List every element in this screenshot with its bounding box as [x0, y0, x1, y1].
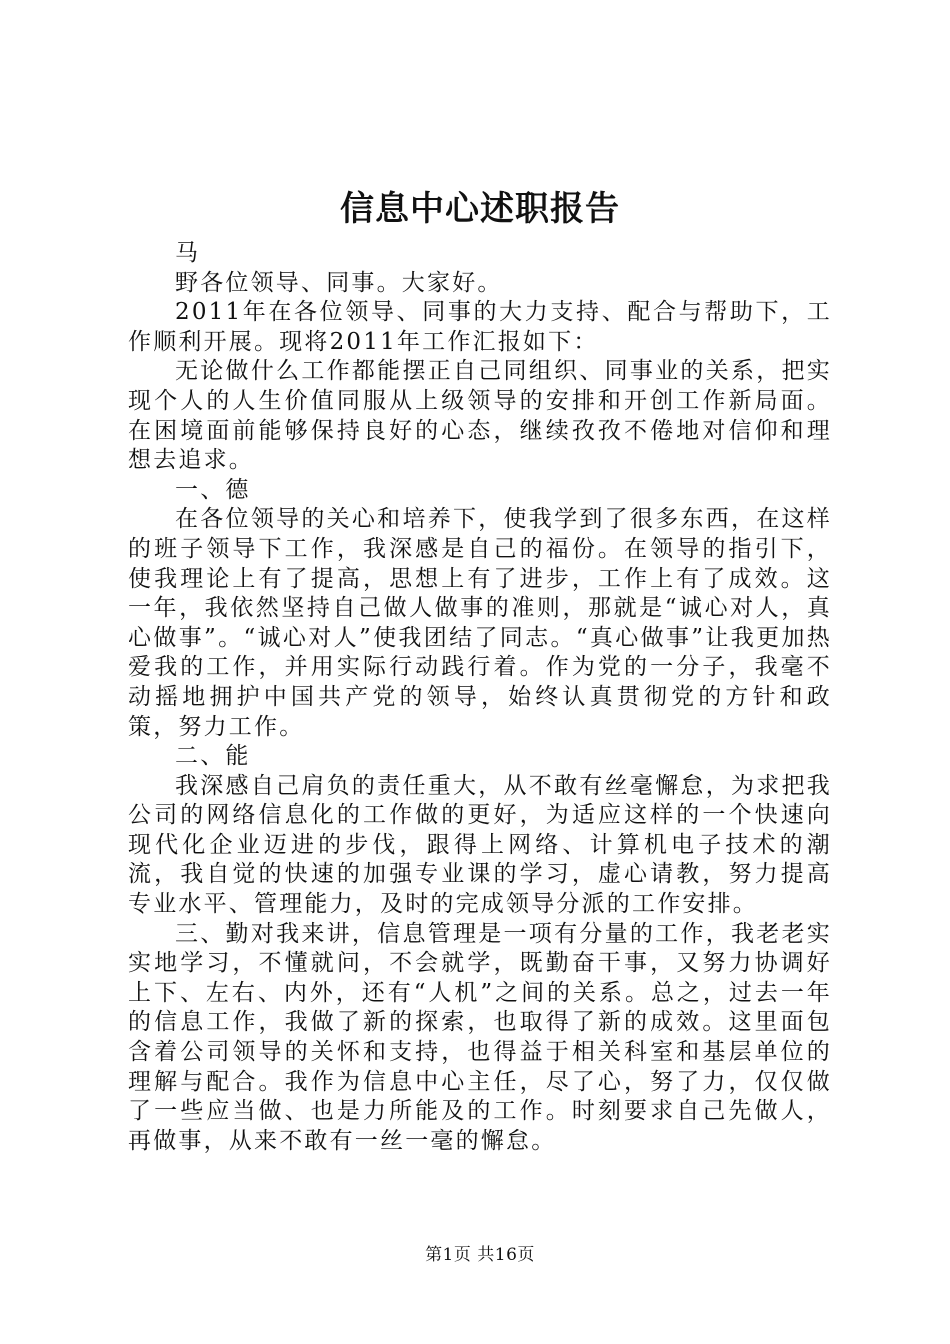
body-paragraph: 野各位领导、同事。大家好。 — [175, 269, 503, 296]
body-paragraph: 三、勤对我来讲，信息管理是一项有分量的工作，我老老实实地学习，不懂就问，不会就学，既勤奋干事，又努力协调好上下、左右、内外，还有“人机”之间的关系。总之，过去一年的信息工作，我做了新的探索，也取得了新的成效。这里面包含着公司领导的关怀和支持，也得益于相关科室和基层单位的理解与配合。我作为信息中心主任，尽了心，努了力，仅仅做了一些应当做、也是力所能及的工作。时刻要求自己先做人，再做事，从来不敢有一丝一毫的懈怠。 — [128, 920, 832, 1154]
body-paragraph: 我深感自己肩负的责任重大，从不敢有丝毫懈怠，为求把我公司的网络信息化的工作做的更好，为适应这样的一个快速向现代化企业迈进的步伐，跟得上网络、计算机电子技术的潮流，我自觉的快速的加强专业课的学习，虚心请教，努力提高专业水平、管理能力，及时的完成领导分派的工作安排。 — [128, 772, 832, 918]
body-paragraph: 2011年在各位领导、同事的大力支持、配合与帮助下，工作顺利开展。现将2011年工作汇报如下： — [128, 299, 832, 355]
section-heading: 二、能 — [175, 743, 251, 770]
document-body — [128, 239, 832, 1156]
body-paragraph: 在各位领导的关心和培养下，使我学到了很多东西，在这样的班子领导下工作，我深感是自己的福份。在领导的指引下，使我理论上有了提高，思想上有了进步，工作上有了成效。这一年，我依然坚持自己做人做事的准则，那就是“诚心对人，真心做事”。“诚心对人”使我团结了同志。“真心做事”让我更加热爱我的工作，并用实际行动践行着。作为党的一分子，我毫不动摇地拥护中国共产党的领导，始终认真贯彻党的方针和政策，努力工作。 — [128, 506, 832, 740]
body-paragraph: 无论做什么工作都能摆正自己同组织、同事业的关系，把实现个人的人生价值同服从上级领导的安排和开创工作新局面。在困境面前能够保持良好的心态，继续孜孜不倦地对信仰和理想去追求。 — [128, 358, 832, 474]
page-number-footer: 第1页 共16页 — [425, 1245, 535, 1265]
section-heading: 一、德 — [175, 476, 251, 503]
body-paragraph: 马 — [175, 240, 201, 266]
document-title: 信息中心述职报告 — [340, 189, 620, 229]
